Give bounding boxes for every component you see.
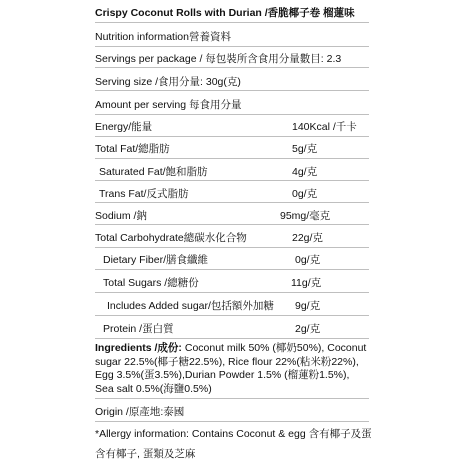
- nutrient-value: 2g/克: [295, 323, 321, 335]
- divider: [95, 158, 369, 159]
- nutrient-name: Sodium /鈉: [95, 210, 147, 222]
- nutrient-name: Total Fat/總脂肪: [95, 143, 170, 155]
- nutrient-row-total-fat: [95, 141, 375, 155]
- servings-per-package: Servings per package / 每包裝所含食用分量數目: 2.3: [95, 53, 342, 65]
- nutrient-name: Total Sugars /總糖份: [103, 277, 199, 289]
- nutrient-row-total-sugars: [95, 275, 375, 289]
- nutrient-value: 0g/克: [292, 188, 318, 200]
- divider: [95, 315, 369, 316]
- nutrient-name: Protein /蛋白質: [103, 323, 174, 335]
- divider: [95, 67, 369, 68]
- divider: [95, 224, 369, 225]
- divider: [95, 398, 369, 399]
- nutrient-name: Dietary Fiber/膳食纖維: [103, 254, 209, 266]
- nutrient-row-energy: [95, 119, 375, 133]
- nutrient-value: 0g/克: [295, 254, 321, 266]
- nutrient-name: Trans Fat/反式脂肪: [99, 188, 189, 200]
- allergy-info-continued: 含有椰子, 蛋類及芝麻: [95, 448, 196, 460]
- nutrient-row-dietary-fiber: [95, 252, 375, 266]
- nutrient-name: Total Carbohydrate總碳水化合物: [95, 232, 247, 244]
- nutrient-value: 22g/克: [292, 232, 323, 244]
- nutrient-value: 95mg/毫克: [280, 210, 331, 222]
- nutrient-row-trans-fat: [95, 186, 375, 200]
- nutrient-row-saturated-fat: [95, 164, 375, 178]
- divider: [95, 114, 369, 115]
- divider: [95, 136, 369, 137]
- nutrient-value: 5g/克: [292, 143, 318, 155]
- nutrient-row-added-sugar: [95, 298, 375, 312]
- nutrient-value: 4g/克: [292, 166, 318, 178]
- divider: [95, 269, 369, 270]
- divider: [95, 46, 369, 47]
- divider: [95, 22, 369, 23]
- ingredients-text: Coconut milk 50% (椰奶50%), Coconut sugar 22.5%(椰子糖22.5%), Rice flour 22%(粘米粉22%), Egg 3.5%(蛋3.5%),Durian Powder 1.5% (榴蓮粉1.5%), Sea salt 0.5%(海鹽0.5%): [95, 342, 367, 395]
- nutrient-row-protein: [95, 321, 375, 335]
- ingredients-label: Ingredients /成份:: [95, 342, 182, 354]
- divider: [95, 338, 369, 339]
- divider: [95, 180, 369, 181]
- amount-per-serving: Amount per serving 每食用分量: [95, 99, 242, 111]
- allergy-info: *Allergy information: Contains Coconut & egg 含有椰子及蛋: [95, 428, 372, 440]
- nutrient-value: 9g/克: [295, 300, 321, 312]
- nutrient-name: Includes Added sugar/包括額外加糖: [107, 300, 274, 312]
- divider: [95, 202, 369, 203]
- nutrient-name: Energy/能量: [95, 121, 153, 133]
- divider: [95, 421, 369, 422]
- ingredients-block: [95, 342, 367, 396]
- nutrient-value: 140Kcal /千卡: [292, 121, 357, 133]
- nutrient-row-total-carbohydrate: [95, 230, 375, 244]
- nutrition-header: Nutrition information營養資料: [95, 31, 231, 43]
- nutrient-name: Saturated Fat/飽和脂肪: [99, 166, 208, 178]
- divider: [95, 90, 369, 91]
- product-title: Crispy Coconut Rolls with Durian /香脆椰子卷 榴蓮味: [95, 7, 355, 19]
- origin: Origin /原產地:泰國: [95, 406, 185, 418]
- serving-size: Serving size /食用分量: 30g(克): [95, 76, 241, 88]
- divider: [95, 292, 369, 293]
- nutrient-row-sodium: [95, 208, 375, 222]
- nutrient-value: 11g/克: [291, 277, 322, 289]
- divider: [95, 247, 369, 248]
